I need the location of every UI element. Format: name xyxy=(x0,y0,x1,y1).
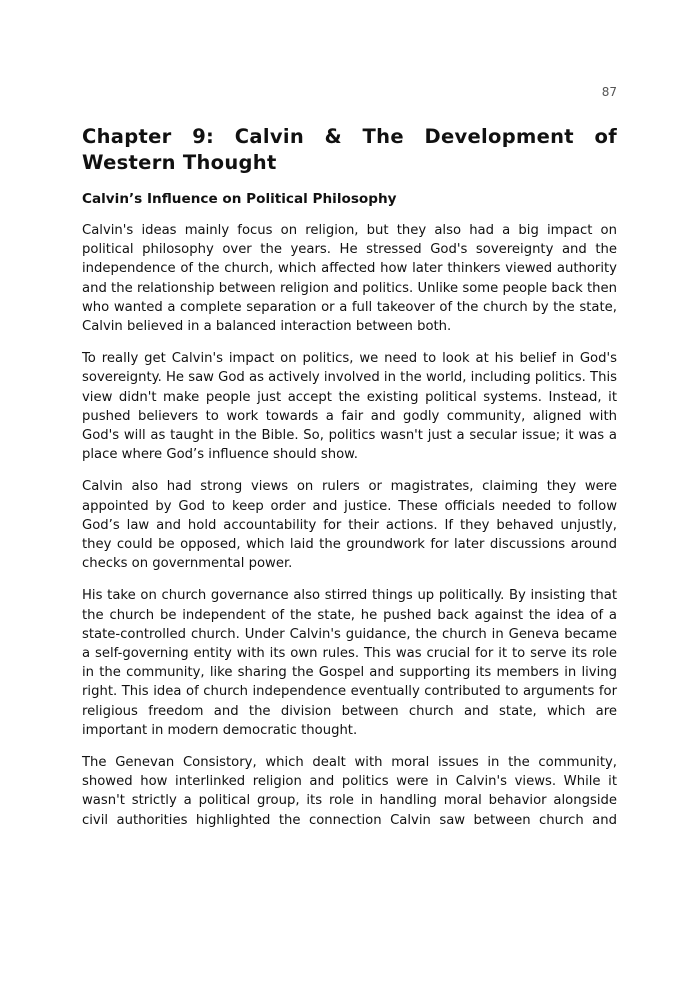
page-body xyxy=(82,124,617,843)
body-paragraph: To really get Calvin's impact on politics, we need to look at his belief in God's sovereignty. He saw God as actively involved in the world, including politics. This view didn't make people just accept the existing political systems. Instead, it pushed believers to work towards a fair and godly community, aligned with God's will as taught in the Bible. So, politics wasn't just a secular issue; it was a place where God’s influence should show. xyxy=(82,351,617,463)
body-paragraph: Calvin also had strong views on rulers or magistrates, claiming they were appointed by God to keep order and justice. These officials needed to follow God’s law and hold accountability for their actions. If they behaved unjustly, they could be opposed, which laid the groundwork for later discussions around checks on governmental power. xyxy=(82,479,617,572)
chapter-title: Chapter 9: Calvin & The Development of Western Thought xyxy=(82,125,617,174)
body-paragraph: Calvin's ideas mainly focus on religion, but they also had a big impact on political philosophy over the years. He stressed God's sovereignty and the independence of the church, which affected how later thinkers viewed authority and the relationship between religion and politics. Unlike some people back then who wanted a complete separation or a full takeover of the church by the state, Calvin believed in a balanced interaction between both. xyxy=(82,223,617,335)
body-paragraph: The Genevan Consistory, which dealt with moral issues in the community, showed how interlinked religion and politics were in Calvin's views. While it wasn't strictly a political group, its role in handling moral behavior alongside civil authorities highlighted the connection Calvin saw between church and xyxy=(82,755,617,828)
section-heading: Calvin’s Influence on Political Philosophy xyxy=(82,191,397,207)
page-number: 87 xyxy=(601,85,617,99)
body-paragraph: His take on church governance also stirred things up politically. By insisting that the church be independent of the state, he pushed back against the idea of a state-controlled church. Under Calvin's guidance, the church in Geneva became a self-governing entity with its own rules. This was crucial for it to serve its role in the community, like sharing the Gospel and supporting its members in living right. This idea of church independence eventually contributed to arguments for religious freedom and the division between church and state, which are important in modern democratic thought. xyxy=(82,588,617,738)
